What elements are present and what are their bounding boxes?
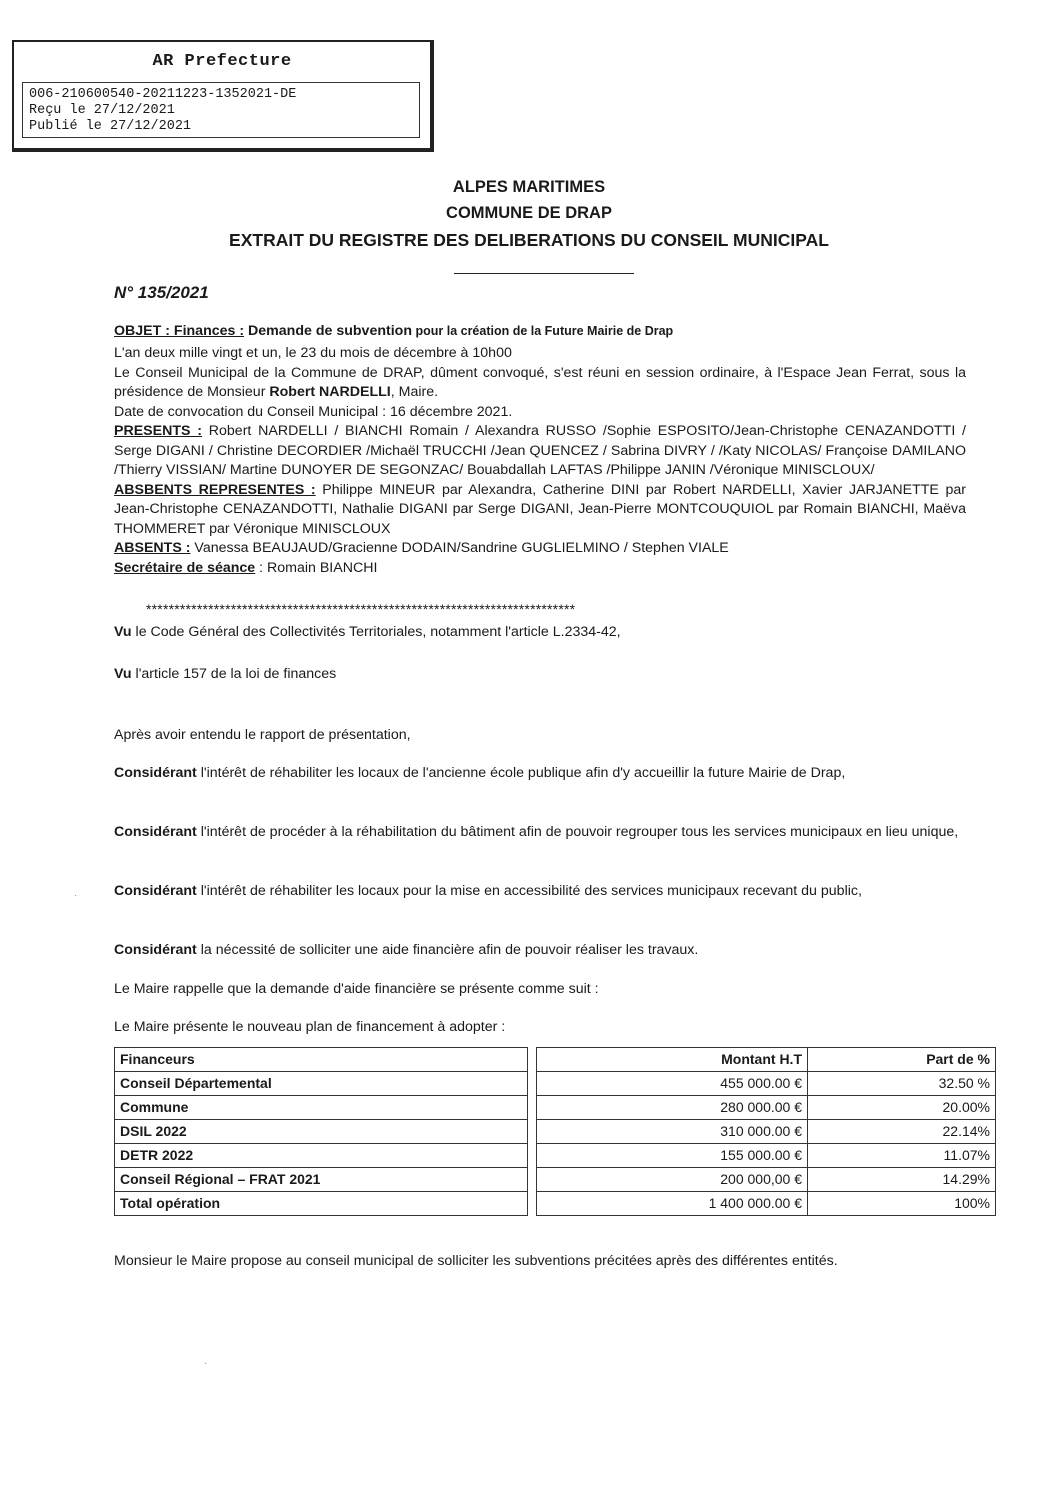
part-cell: 32.50 %: [808, 1072, 996, 1096]
objet-label: OBJET : Finances :: [114, 323, 245, 339]
header-montant: Montant H.T: [537, 1048, 808, 1072]
part-cell: 100%: [808, 1192, 996, 1216]
vu-article: [114, 665, 966, 685]
representes-label: ABSBENTS REPRESENTES :: [114, 481, 316, 498]
financeur-cell: Total opération: [115, 1192, 528, 1216]
part-cell: 14.29%: [808, 1168, 996, 1192]
montant-cell: 455 000.00 €: [537, 1072, 808, 1096]
header-financeurs: Financeurs: [115, 1048, 528, 1072]
considerant-label: Considérant: [114, 824, 197, 840]
stamp-published-date: Publié le 27/12/2021: [29, 119, 192, 134]
vu-code: [114, 623, 966, 643]
deliberation-number: N° 135/2021: [114, 283, 209, 302]
secretaire-name: : Romain BIANCHI: [255, 559, 378, 576]
scan-speck: ·: [74, 890, 78, 901]
table-row: [115, 1168, 996, 1192]
session-text-end: , Maire.: [390, 384, 439, 400]
table-row: [115, 1072, 996, 1096]
commune-heading: COMMUNE DE DRAP: [446, 204, 612, 222]
financeur-cell: Commune: [115, 1096, 528, 1120]
absents-label: ABSENTS :: [114, 540, 191, 556]
vu-label: Vu: [114, 624, 132, 640]
considerant-label: Considérant: [114, 883, 197, 899]
table-header-row: [115, 1048, 996, 1072]
considerant-text: l'intérêt de réhabiliter les locaux pour la mise en accessibilité des services municipaux recevant du public,: [196, 883, 862, 899]
representes-list: Philippe MINEUR par Alexandra, Catherine DINI par Robert NARDELLI, Xavier JARJANETTE par Jean-Christophe CENAZANDOTTI, Nathalie DIGANI par Serge DIGANI, Jean-Pierre MONTCOUQUIOL par Romain BIANCHI, Maëva THOMMERET par Véronique MINISCLOUX: [114, 481, 966, 537]
vu-text: le Code Général des Collectivités Territoriales, notamment l'article L.2334-42,: [131, 624, 621, 640]
rappel-text: Le Maire rappelle que la demande d'aide financière se présente comme suit :: [114, 981, 599, 997]
objet-line: [114, 322, 966, 342]
stamp-reference: 006-210600540-20211223-1352021-DE: [29, 87, 297, 102]
department-heading: ALPES MARITIMES: [452, 178, 606, 196]
part-cell: 20.00%: [808, 1096, 996, 1120]
title-divider: [454, 273, 634, 274]
session-details: [114, 344, 966, 578]
montant-cell: 155 000.00 €: [537, 1144, 808, 1168]
prefecture-stamp: [12, 40, 434, 152]
montant-cell: 280 000.00 €: [537, 1096, 808, 1120]
part-cell: 11.07%: [808, 1144, 996, 1168]
considerant-4: [114, 941, 966, 961]
montant-cell: 1 400 000.00 €: [537, 1192, 808, 1216]
absents-list: Vanessa BEAUJAUD/Gracienne DODAIN/Sandrine GUGLIELMINO / Stephen VIALE: [190, 540, 729, 556]
session-text: Le Conseil Municipal de la Commune de DRAP, dûment convoqué, s'est réuni en session ordinaire, à l'Espace Jean Ferrat, sous la présidence de Monsieur: [114, 364, 966, 400]
convocation-date: Date de convocation du Conseil Municipal : 16 décembre 2021.: [114, 403, 513, 420]
representes-section: [114, 481, 966, 540]
vu-text: l'article 157 de la loi de finances: [131, 666, 337, 682]
table-row: [115, 1120, 996, 1144]
stamp-details: [22, 82, 420, 138]
header-part: Part de %: [808, 1048, 996, 1072]
part-cell: 22.14%: [808, 1120, 996, 1144]
considerant-2: [114, 823, 966, 843]
apres-rapport: Après avoir entendu le rapport de présentation,: [114, 727, 411, 743]
considerant-label: Considérant: [114, 942, 197, 958]
objet-subject: Demande de subvention: [244, 323, 412, 339]
objet-detail: pour la création de la Future Mairie de Drap: [412, 324, 674, 338]
considerant-3: [114, 882, 966, 902]
stamp-title: AR Prefecture: [152, 52, 292, 71]
presents-label: PRESENTS :: [114, 423, 202, 439]
separator-stars: ****************************************************************************: [146, 601, 576, 617]
mayor-name: Robert NARDELLI: [269, 384, 391, 400]
secretaire-label: Secrétaire de séance: [114, 559, 256, 576]
session-description: [114, 364, 966, 403]
considerant-text: l'intérêt de procéder à la réhabilitation du bâtiment afin de pouvoir regrouper tous les services municipaux en lieu unique,: [196, 824, 959, 840]
financing-table: [114, 1047, 996, 1216]
financeur-cell: DSIL 2022: [115, 1120, 528, 1144]
vu-label: Vu: [114, 666, 132, 682]
presents-list: Robert NARDELLI / BIANCHI Romain / Alexandra RUSSO /Sophie ESPOSITO/Jean-Christophe CENAZANDOTTI / Serge DIGANI / Christine DECORDIER /Michaël TRUCCHI /Jean QUENCEZ / Sabrina DIVRY / /Katy NICOLAS/ Françoise DAMILANO /Thierry VISSIAN/ Martine DUNOYER DE SEGONZAC/ Bouabdallah LAFTAS /Philippe JANIN /Véronique MINISCLOUX/: [114, 423, 966, 478]
considerant-text: l'intérêt de réhabiliter les locaux de l'ancienne école publique afin d'y accueillir la future Mairie de Drap,: [196, 765, 846, 781]
stamp-received-date: Reçu le 27/12/2021: [29, 103, 175, 118]
presente-text: Le Maire présente le nouveau plan de financement à adopter :: [114, 1019, 506, 1035]
considerant-label: Considérant: [114, 765, 197, 781]
document-title: EXTRAIT DU REGISTRE DES DELIBERATIONS DU CONSEIL MUNICIPAL: [229, 230, 829, 250]
montant-cell: 310 000.00 €: [537, 1120, 808, 1144]
presents-section: [114, 422, 966, 481]
financeur-cell: Conseil Départemental: [115, 1072, 528, 1096]
absents-section: [114, 539, 966, 559]
table-total-row: [115, 1192, 996, 1216]
financeur-cell: Conseil Régional – FRAT 2021: [115, 1168, 528, 1192]
scan-speck: ·: [204, 1358, 208, 1369]
conclusion-text: Monsieur le Maire propose au conseil municipal de solliciter les subventions précitées après des différentes entités.: [114, 1253, 838, 1269]
considerant-text: la nécessité de solliciter une aide financière afin de pouvoir réaliser les travaux.: [196, 942, 699, 958]
table-row: [115, 1096, 996, 1120]
montant-cell: 200 000,00 €: [537, 1168, 808, 1192]
financeur-cell: DETR 2022: [115, 1144, 528, 1168]
considerant-1: [114, 764, 966, 784]
session-date: L'an deux mille vingt et un, le 23 du mois de décembre à 10h00: [114, 345, 512, 361]
secretaire-section: [114, 559, 966, 579]
table-row: [115, 1144, 996, 1168]
